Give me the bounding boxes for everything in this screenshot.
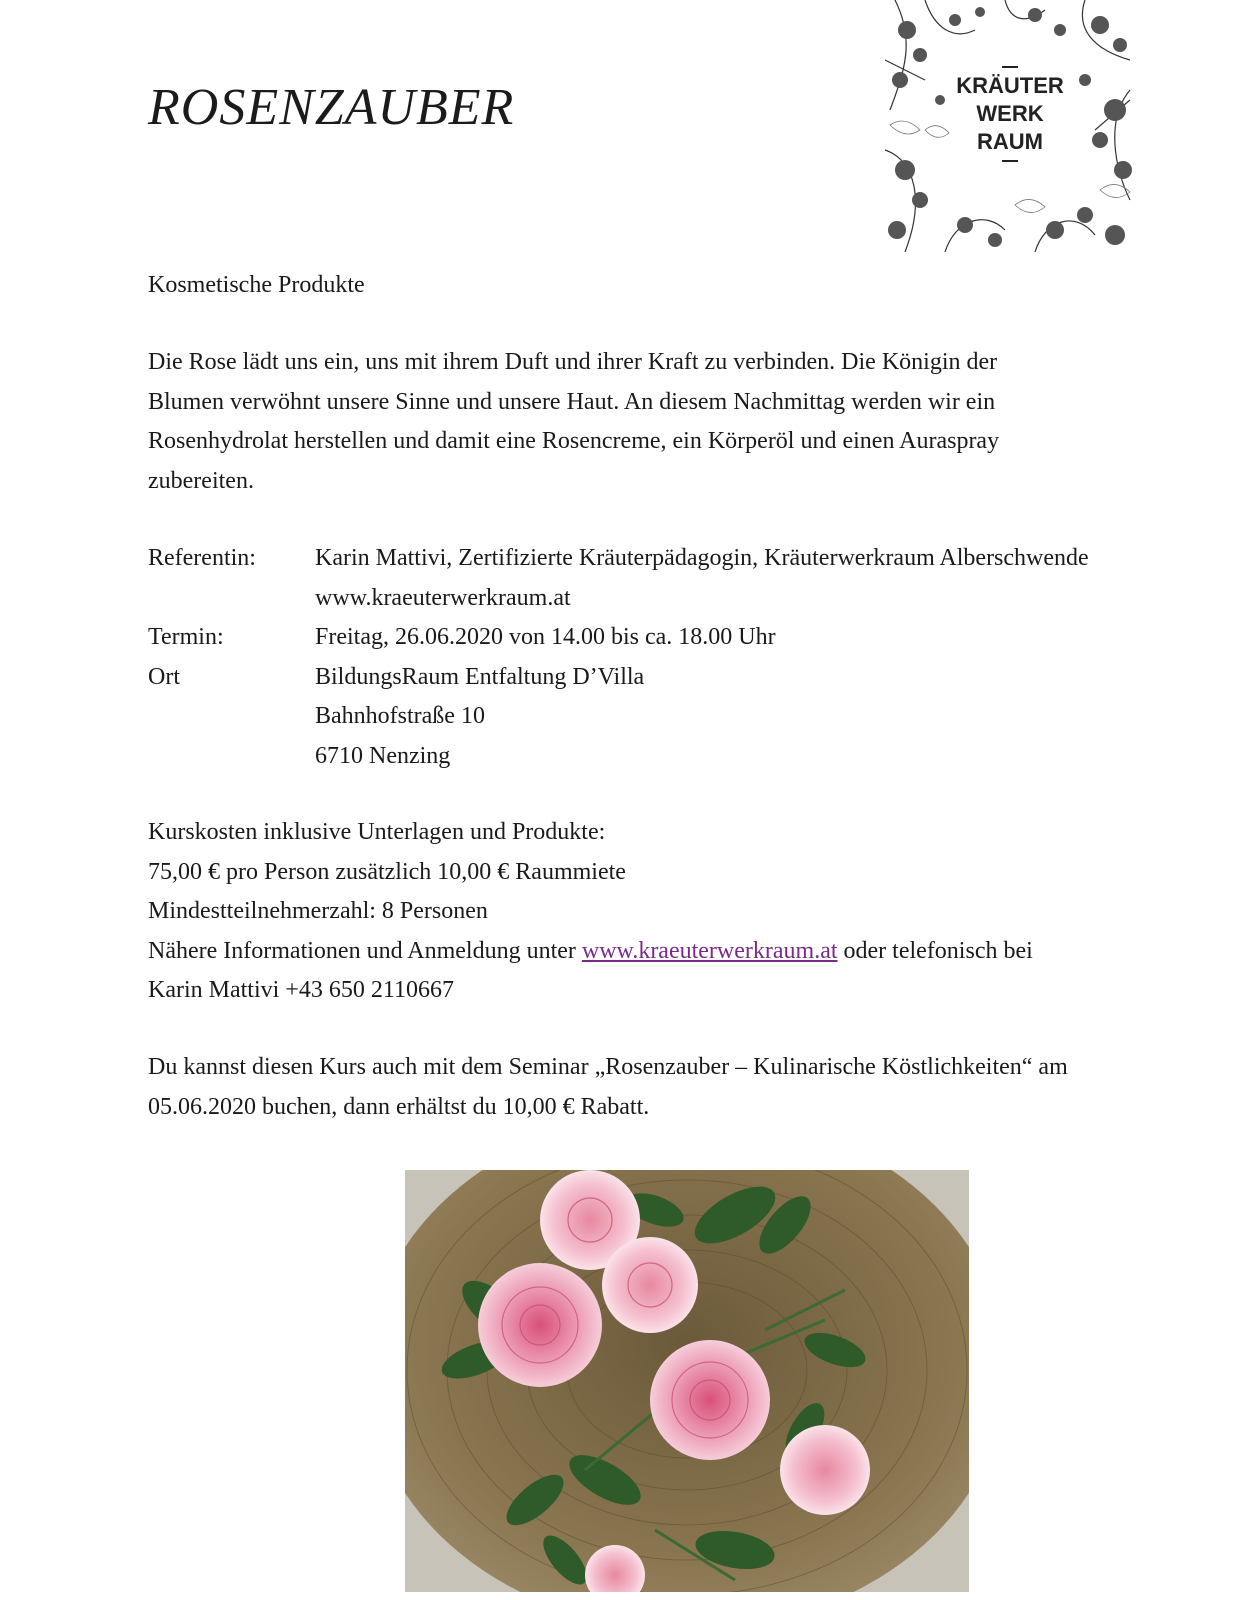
note-line: 05.06.2020 buchen, dann erhältst du 10,00 € Rabatt. <box>148 1093 650 1120</box>
referentin-label: Referentin: <box>148 545 256 571</box>
info-suffix: oder telefonisch bei <box>837 937 1033 964</box>
ort-row-3 <box>148 737 1089 777</box>
termin-row <box>148 618 1089 658</box>
termin-label: Termin: <box>148 624 224 650</box>
termin-value: Freitag, 26.06.2020 von 14.00 bis ca. 18.00 Uhr <box>315 624 776 650</box>
course-details <box>148 539 1089 776</box>
note-line: Du kannst diesen Kurs auch mit dem Seminar „Rosenzauber – Kulinarische Köstlichkeiten“ am <box>148 1054 1068 1080</box>
logo-dash-bottom <box>1002 160 1018 162</box>
ort-row <box>148 658 1089 698</box>
intro-paragraph <box>148 343 1148 501</box>
intro-line: Blumen verwöhnt unsere Sinne und unsere Haut. An diesem Nachmittag werden wir ein <box>148 388 996 415</box>
ort-line-2: Bahnhofstraße 10 <box>315 703 485 729</box>
discount-note <box>148 1048 1208 1127</box>
referentin-value: Karin Mattivi, Zertifizierte Kräuterpädagogin, Kräuterwerkraum Alberschwende <box>315 545 1089 571</box>
roses-basket-photo <box>405 1170 969 1592</box>
intro-line: Die Rose lädt uns ein, uns mit ihrem Duft und ihrer Kraft zu verbinden. Die Königin der <box>148 349 998 375</box>
logo-dash-top <box>1002 66 1018 68</box>
costs-section <box>148 813 1208 1011</box>
intro-line: Rosenhydrolat herstellen und damit eine Rosencreme, ein Körperöl und einen Auraspray <box>148 428 1000 454</box>
website-link[interactable]: www.kraeuterwerkraum.at <box>581 937 838 964</box>
referentin-row <box>148 539 1089 579</box>
website-row <box>148 579 1089 619</box>
subtitle: Kosmetische Produkte <box>148 272 365 298</box>
logo-line-2: WERK <box>976 101 1044 126</box>
info-line <box>148 932 1208 972</box>
min-participants-line: Mindestteilnehmerzahl: 8 Personen <box>148 898 488 924</box>
price-line: 75,00 € pro Person zusätzlich 10,00 € Raummiete <box>148 858 626 885</box>
info-prefix: Nähere Informationen und Anmeldung unter <box>148 937 582 964</box>
contact-line: Karin Mattivi +43 650 2110667 <box>148 977 454 1003</box>
website-text: www.kraeuterwerkraum.at <box>315 584 571 611</box>
ort-line-3: 6710 Nenzing <box>315 742 451 769</box>
ort-row-2 <box>148 697 1089 737</box>
intro-line: zubereiten. <box>148 467 254 494</box>
costs-line: Kurskosten inklusive Unterlagen und Produkte: <box>148 819 606 845</box>
logo-line-1: KRÄUTER <box>956 73 1064 98</box>
kraeuterwerkraum-logo <box>885 0 1135 252</box>
page-title: ROSENZAUBER <box>148 79 515 136</box>
ort-line-1: BildungsRaum Entfaltung D’Villa <box>315 663 645 690</box>
ort-label: Ort <box>148 663 180 690</box>
logo-line-3: RAUM <box>977 129 1043 154</box>
logo-text <box>885 62 1135 166</box>
